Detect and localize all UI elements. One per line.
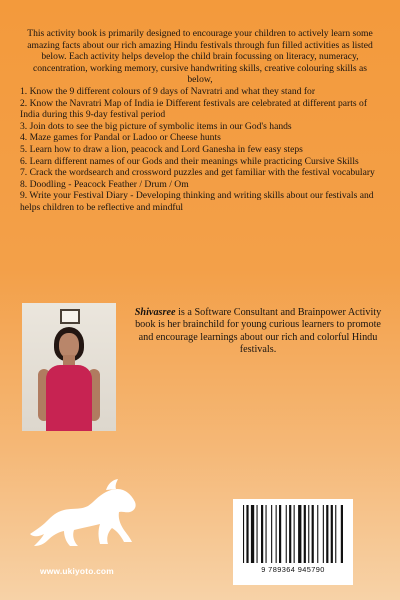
- barcode-bar: [279, 505, 281, 563]
- activity-item: 1. Know the 9 different colours of 9 days of Navratri and what they stand for: [20, 85, 316, 97]
- activity-item: 8. Doodling - Peacock Feather / Drum / Om: [20, 178, 189, 190]
- barcode-bar: [326, 505, 328, 563]
- barcode-bar: [298, 505, 301, 563]
- barcode-bar: [317, 505, 318, 563]
- author-bio-text: is a Software Consultant and Brainpower Activity book is her brainchild for young curious learners to promote and encourage learnings about our rich and colorful Hindu festivals.: [135, 307, 382, 356]
- barcode-bar: [243, 505, 244, 563]
- back-cover-blurb: [20, 28, 380, 214]
- wall-frame: [60, 309, 80, 324]
- activity-item: 7. Crack the wordsearch and crossword puzzles and get familiar with the festival vocabulary: [20, 167, 375, 179]
- author-photo: [22, 303, 116, 431]
- activity-list: [20, 86, 380, 214]
- barcode-bar: [246, 505, 248, 563]
- barcode-bar: [271, 505, 272, 563]
- activity-item: 5. Learn how to draw a lion, peacock and Lord Ganesha in few easy steps: [20, 143, 303, 155]
- activity-item: 2. Know the Navratri Map of India ie Different festivals are celebrated at different parts of India during this 9-day festival period: [20, 97, 368, 121]
- activity-item: 3. Join dots to see the big picture of symbolic items in our God's hands: [20, 120, 292, 132]
- isbn-number: 9 789364 945790: [261, 565, 325, 574]
- activity-item: 6. Learn different names of our Gods and their meanings while practicing Cursive Skills: [20, 155, 359, 167]
- barcode-bars: [241, 505, 345, 565]
- barcode-bar: [312, 505, 314, 563]
- barcode-bar: [323, 505, 324, 563]
- barcode-bar: [286, 505, 287, 563]
- barcode-bar: [276, 505, 277, 563]
- publisher-url: www.ukiyoto.com: [40, 566, 114, 576]
- barcode-bar: [257, 505, 258, 563]
- lion-icon: [22, 476, 142, 556]
- blurb-intro: This activity book is primarily designed to encourage your children to actively learn some amazing facts about our rich amazing Hindu festivals through fun filled activities as listed below. Each activity helps develop the child brain focussing on literacy, numeracy, concentration, working memory, cursive handwriting skills, creative colouring skills as below,: [27, 28, 373, 86]
- barcode-bar: [335, 505, 336, 563]
- isbn-barcode: [233, 499, 353, 585]
- barcode-bar: [261, 505, 263, 563]
- barcode-bar: [341, 505, 343, 563]
- activity-item: 4. Maze games for Pandal or Ladoo or Cheese hunts: [20, 132, 221, 144]
- barcode-bar: [251, 505, 254, 563]
- barcode-bar: [308, 505, 309, 563]
- barcode-bar: [304, 505, 306, 563]
- author-name: Shivasree: [134, 307, 176, 318]
- activity-item: 9. Write your Festival Diary - Developing thinking and writing skills about our festivals and helps children to be reflective and mindful: [20, 190, 374, 213]
- barcode-bar: [294, 505, 295, 563]
- author-dress: [46, 365, 92, 431]
- author-bio: [132, 307, 384, 357]
- barcode-bar: [289, 505, 291, 563]
- barcode-bar: [331, 505, 333, 563]
- barcode-bar: [266, 505, 267, 563]
